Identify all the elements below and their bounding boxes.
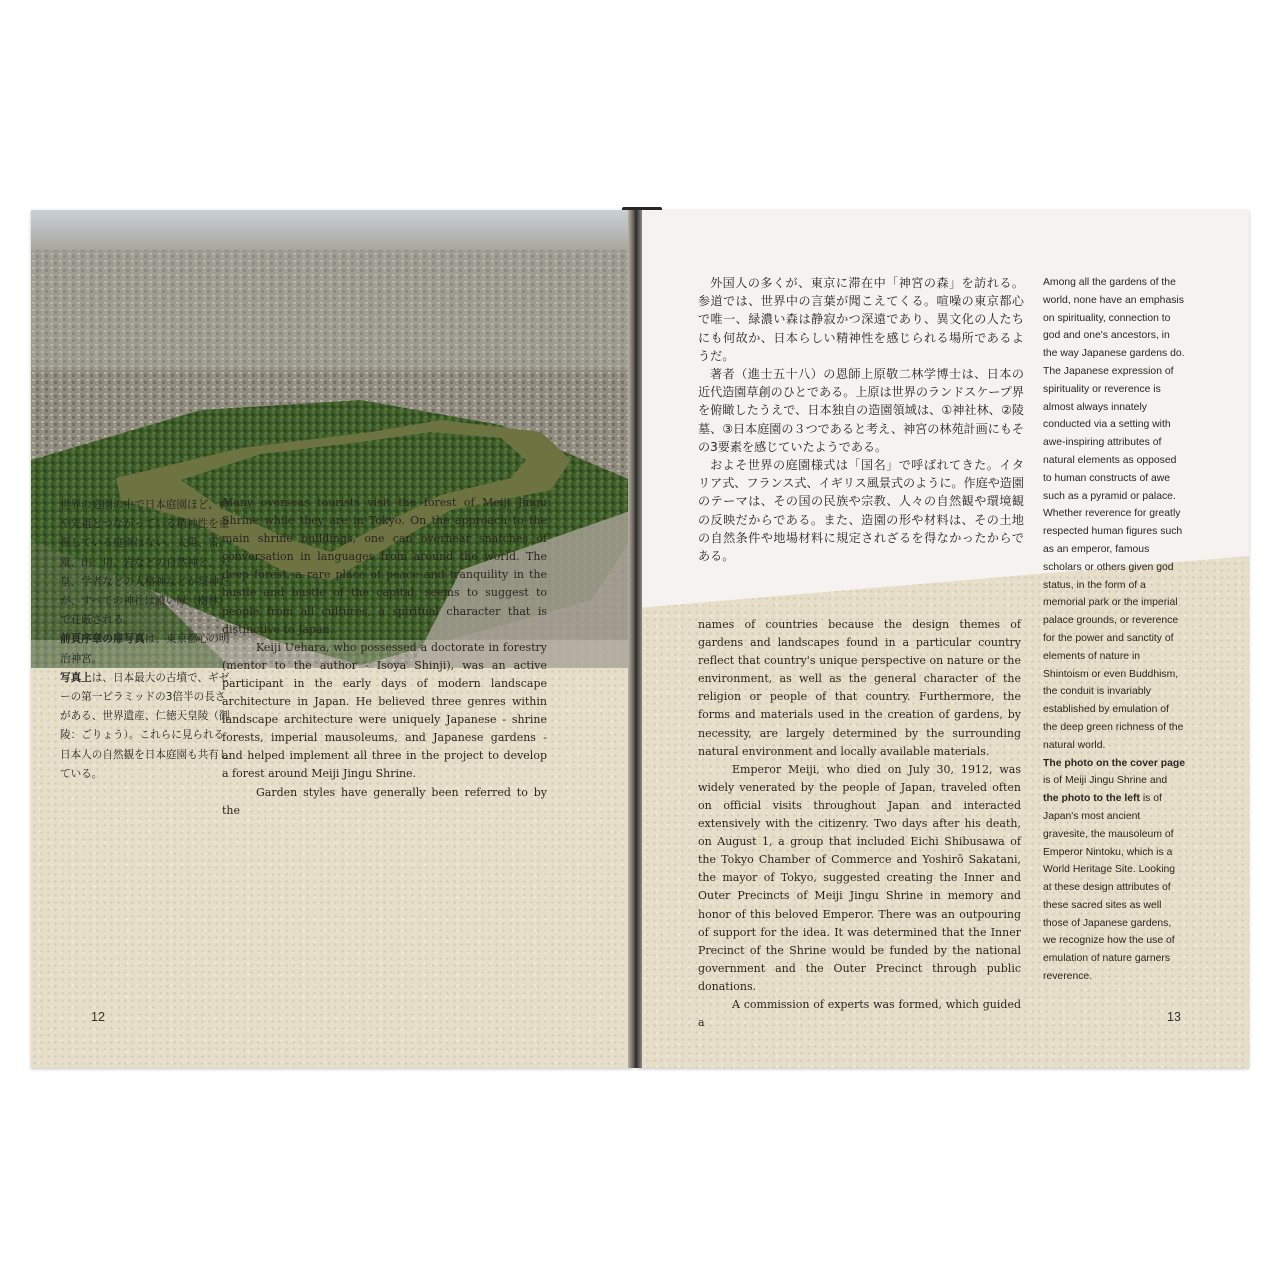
body-paragraph: Many overseas tourists visit the forest of Meiji Jingu Shrine while they are in Tokyo. On the approach to the main shrine buildings, one can overhear snatches of conversation in languages from around the world. The deep forest, a rare place of peace and tranquility in the hustle and bustle of the capital, seems to suggest to people from all cultures, a spiritual character that is distinctive to Japan.: [222, 496, 547, 636]
japanese-paragraph: 著者（進士五十八）の恩師上原敬二林学博士は、日本の近代造園草創のひとである。上原は世界のランドスケープ界を俯瞰したうえで、日本独自の造園領域は、①神社林、②陵墓、③日本庭園の３つであると考え、神宮の林苑計画にもその3要素を感じていたようである。: [698, 367, 1025, 454]
right-english-body: [698, 616, 1021, 1032]
japanese-caption-para1: 世界の庭園の中で日本庭園ほど、神や先祖とつながっている精神性を重視している庭園はない。太陽、雷、風、山、川、岩などの自然神と、天皇、学者などの人格神などが祭神だが、すべての神社は濃い緑（樹林）で荘厳される。: [60, 499, 230, 627]
body-paragraph: Garden styles have generally been referred to by the: [222, 785, 547, 817]
caption-bold-label: 前頁序章の扉写真: [60, 633, 145, 646]
japanese-paragraph: およそ世界の庭園様式は「国名」で呼ばれてきた。イタリア式、フランス式、イギリス風景式のように。作庭や造園のテーマは、その国の民族や宗教、人々の自然観や環境観の反映だからである。また、造園の形や材料は、その土地の自然条件や地場材料に規定されざるを得なかったからである。: [698, 458, 1024, 564]
page-number-right: 13: [1167, 1010, 1181, 1024]
book-gutter: [628, 210, 642, 1068]
sidebar-text: is of Japan's most ancient gravesite, the mausoleum of Emperor Nintoku, which is a World Heritage Site. Looking at these design attributes of these sacred sites as well those of Japanese gardens, we recognize how the use of emulation of nature garners reverence.: [1043, 793, 1176, 983]
caption-bold-label: 写真上: [60, 671, 92, 684]
japanese-body: [698, 274, 1024, 565]
japanese-caption: [60, 496, 232, 784]
english-sidebar: [1043, 274, 1185, 986]
caption-text: は、東京都心の明治神宮。: [60, 633, 230, 665]
caption-text: は、日本最大の古墳で、ギゼーの第一ピラミッドの3倍半の長さがある、世界遺産、仁徳天皇陵（御陵：ごりょう）。これらに見られる日本人の自然観を日本庭園も共有している。: [60, 671, 230, 780]
sidebar-photo-note: [1043, 755, 1185, 986]
body-paragraph: Keiji Uehara, who possessed a doctorate in forestry (mentor to the author - Isoya Shinji), was an active participant in the early days of modern landscape architecture in Japan. He believed three genres within landscape architecture were uniquely Japanese - shrine forests, imperial mausoleums, and Japanese gardens - and helped implement all three in the project to develop a forest around Meiji Jingu Shrine.: [222, 640, 547, 781]
sidebar-bold-label: The photo on the cover page: [1043, 757, 1186, 769]
body-paragraph: A commission of experts was formed, which guided a: [698, 997, 1021, 1030]
page-number-left: 12: [91, 1010, 105, 1024]
sidebar-paragraph: Among all the gardens of the world, none have an emphasis on spirituality, connection to god and one's ancestors, in the way Japanese gardens do. The Japanese expression of spirituality or reverence is almost always innately conducted via a setting with awe-inspiring attributes of natural elements as opposed to human constructs of awe such as a pyramid or palace. Whether reverence for greatly respected human figures such as an emperor, famous scholars or others given god status, in the form of a memorial park or the imperial palace grounds, or reverence for the power and sanctity of elements of nature in Shintoism or even Buddhism, the conduit is invariably established by emulation of the deep green richness of the natural world.: [1043, 277, 1185, 751]
japanese-caption-para2: [60, 630, 232, 668]
japanese-paragraph: 外国人の多くが、東京に滞在中「神宮の森」を訪れる。参道では、世界中の言葉が聞こえてくる。喧噪の東京都心で唯一、緑濃い森は静寂かつ深遠であり、異文化の人たちにも何故か、日本らしい精神性を感じられる場所であるようだ。: [698, 276, 1024, 363]
left-english-body: [222, 494, 547, 820]
japanese-caption-para3: [60, 669, 232, 784]
body-paragraph: Emperor Meiji, who died on July 30, 1912, was widely venerated by the people of Japan, traveled often on official visits throughout Japan and interacted extensively with the citizenry. Two days after his death, on August 1, a group that included Eichi Shibusawa of the Tokyo Chamber of Commerce and Yoshirō Sakatani, the mayor of Tokyo, suggested creating the Inner and Outer Precincts of Meiji Jingu Shrine in memory and honor of this beloved Emperor. There was an outpouring of support for the idea. It was determined that the Inner Precinct of the Shrine would be funded by the national government and the Outer Precinct through public donations.: [698, 762, 1021, 993]
sidebar-bold-label: the photo to the left: [1043, 793, 1140, 805]
body-paragraph: names of countries because the design themes of gardens and landscapes found in a particular country reflect that country's unique perspective on nature or the environment, as well as the general character of the religion or people of that country. Furthermore, the forms and materials used in the creation of gardens, by necessity, are largely determined by the surrounding natural environment and locally available materials.: [698, 618, 1021, 758]
sidebar-text: is of Meiji Jingu Shrine and: [1043, 775, 1168, 787]
